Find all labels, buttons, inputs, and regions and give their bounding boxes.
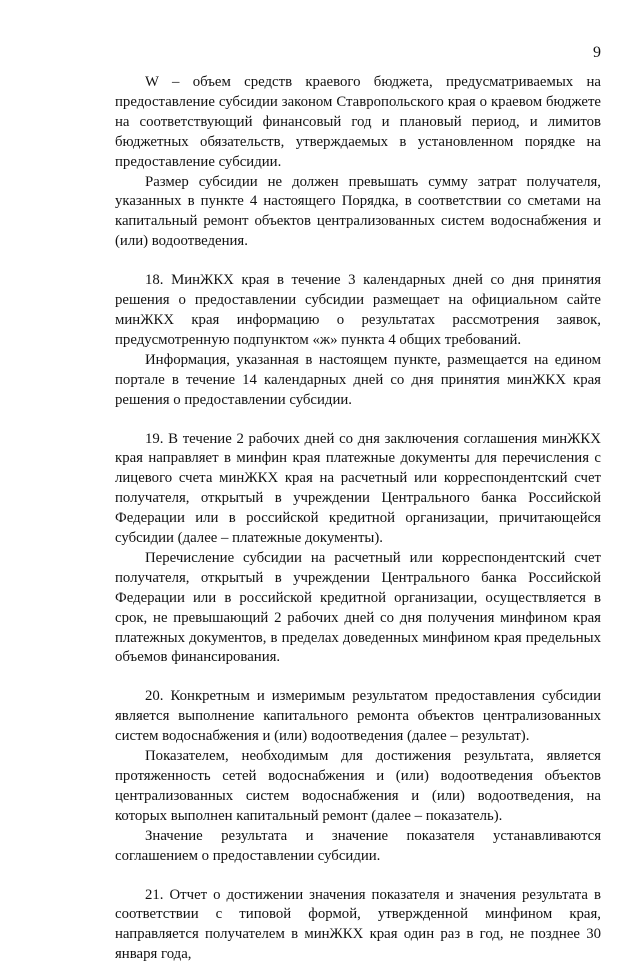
paragraph-clause-20-indicator: Показателем, необходимым для достижения результата, является протяженность сетей водоснабжения и (или) водоотведения объектов централизованных систем водоснабжения и (или) водоотведения, на которых выполнен капитальный ремонт (далее – показатель). — [115, 748, 601, 824]
paragraph-gap — [115, 252, 601, 271]
paragraph-subsidy-size: Размер субсидии не должен превышать сумму затрат получателя, указанных в пункте 4 настоящего Порядка, в соответствии со сметами на капитальный ремонт объектов централизованных систем водоснабжения и (или) водоотведения. — [115, 173, 601, 250]
paragraph-clause-19-transfer: Перечисление субсидии на расчетный или корреспондентский счет получателя, открытый в учреждении Центрального банка Российской Федерации или в российской кредитной организации, осуществляется в срок, не превышающий 2 рабочих дней со дня получения минфином края платежных документов, в пределах доведенных минфином края предельных объемов финансирования. — [115, 549, 601, 666]
paragraph-clause-20: 20. Конкретным и измеримым результатом предоставления субсидии является выполнение капитального ремонта объектов централизованных систем водоснабжения и (или) водоотведения (далее – результат). — [115, 688, 601, 745]
paragraph-clause-18-info: Информация, указанная в настоящем пункте, размещается на едином портале в течение 14 календарных дней со дня принятия минЖКХ края решения о предоставлении субсидии. — [115, 351, 601, 408]
page-number: 9 — [593, 44, 601, 61]
paragraph-clause-19: 19. В течение 2 рабочих дней со дня заключения соглашения минЖКХ края направляет в минфин края платежные документы для перечисления с лицевого счета минЖКХ края на расчетный или корреспондентский счет получателя, открытый в учреждении Центрального банка Российской Федерации или в российской кредитной организации, причитающейся субсидии (далее – платежные документы). — [115, 430, 601, 547]
paragraph-gap — [115, 411, 601, 430]
paragraph-gap — [115, 668, 601, 687]
paragraph-clause-18: 18. МинЖКХ края в течение 3 календарных дней со дня принятия решения о предоставлении субсидии размещает на официальном сайте минЖКХ края информацию о результатах рассмотрения заявок, предусмотренную подпунктом «ж» пункта 4 общих требований. — [115, 272, 601, 348]
paragraph-clause-21: 21. Отчет о достижении значения показателя и значения результата в соответствии с типовой формой, утвержденной минфином края, направляется получателем в минЖКХ края один раз в год, не позднее 30 января года, — [115, 886, 601, 963]
paragraph-w-definition: W – объем средств краевого бюджета, предусматриваемых на предоставление субсидии законом Ставропольского края о краевом бюджете на соответствующий финансовый год и плановый период, и лимитов бюджетных обязательств, утверждаемых в установленном порядке на предоставление субсидии. — [115, 74, 601, 170]
document-body — [115, 73, 601, 965]
paragraph-gap — [115, 867, 601, 886]
paragraph-clause-20-values: Значение результата и значение показателя устанавливаются соглашением о предоставлении субсидии. — [115, 827, 601, 864]
